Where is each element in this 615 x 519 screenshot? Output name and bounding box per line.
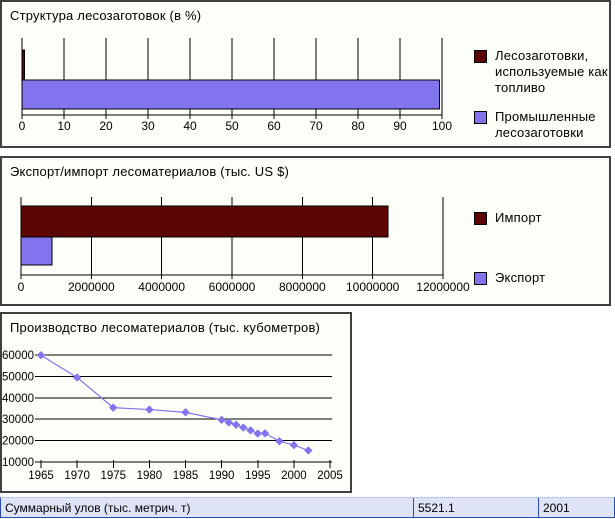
data-point-marker [276, 438, 283, 445]
x-tick-label: 0 [17, 280, 25, 294]
y-tick-label: 20000 [2, 435, 34, 448]
x-tick-label: 4000000 [138, 280, 186, 294]
x-tick-label: 1970 [64, 470, 90, 482]
x-tick-label: 8000000 [278, 280, 326, 294]
x-tick-label: 10 [57, 119, 71, 133]
chart-title-production: Производство лесоматериалов (тыс. кубометров) [10, 320, 321, 335]
y-tick-label: 50000 [2, 371, 34, 384]
x-tick-label: 40 [183, 119, 197, 133]
bar [22, 80, 439, 109]
data-line [41, 355, 308, 450]
legend-item [474, 109, 608, 141]
data-point-marker [146, 406, 153, 413]
production-line-chart [2, 314, 350, 491]
x-tick-label: 1985 [172, 470, 199, 482]
y-tick-label: 40000 [2, 392, 34, 405]
chart-title-export-import: Экспорт/импорт лесоматериалов (тыс. US $) [10, 164, 290, 179]
status-indicator-value: 5521.1 [413, 498, 538, 517]
legend-item [474, 270, 545, 286]
x-tick-label: 1980 [136, 470, 163, 482]
data-point-marker [182, 409, 189, 416]
x-tick-label: 1965 [28, 470, 54, 482]
x-tick-label: 1995 [244, 470, 271, 482]
y-tick-label: 10000 [2, 457, 34, 469]
x-tick-label: 20 [99, 119, 113, 133]
data-point-marker [240, 424, 247, 431]
panel-export-import [0, 156, 611, 306]
legend-export-import [474, 210, 545, 286]
x-tick-label: 2000 [281, 470, 307, 482]
data-point-marker [261, 430, 268, 437]
data-point-marker [225, 419, 232, 426]
legend-item [474, 48, 608, 96]
x-tick-label: 6000000 [208, 280, 256, 294]
status-indicator-year: 2001 [538, 498, 614, 517]
x-tick-label: 70 [309, 119, 323, 133]
x-tick-label: 2000000 [67, 280, 115, 294]
x-tick-label: 80 [351, 119, 365, 133]
data-point-marker [247, 427, 254, 434]
bar [22, 50, 25, 80]
data-point-marker [254, 430, 261, 437]
x-tick-label: 100 [431, 119, 453, 133]
data-point-marker [38, 352, 45, 359]
legend-label: Лесозаготовки, используемые как топливо [495, 48, 608, 95]
data-point-marker [290, 442, 297, 449]
y-tick-label: 30000 [2, 414, 34, 427]
data-point-marker [218, 416, 225, 423]
x-tick-label: 30 [141, 119, 155, 133]
legend-logging-structure [474, 48, 608, 141]
legend-swatch [474, 50, 487, 63]
x-tick-label: 60 [267, 119, 281, 133]
legend-label: Промышленные лесозаготовки [495, 109, 596, 140]
legend-item [474, 210, 545, 226]
y-tick-label: 60000 [2, 350, 34, 362]
status-bar [0, 497, 615, 518]
status-indicator-label: Суммарный улов (тыс. метрич. т) [5, 501, 191, 515]
legend-swatch [474, 272, 487, 285]
legend-swatch [474, 111, 487, 124]
legend-swatch [474, 212, 487, 225]
legend-label: Импорт [495, 210, 542, 225]
legend-label: Экспорт [495, 270, 546, 285]
chart-title-logging-structure: Структура лесозаготовок (в %) [10, 8, 202, 23]
panel-production [0, 312, 352, 493]
panel-logging-structure [0, 0, 611, 148]
x-tick-label: 0 [18, 119, 26, 133]
bar [21, 206, 388, 237]
x-tick-label: 2005 [317, 470, 343, 482]
x-tick-label: 1990 [208, 470, 235, 482]
bar [21, 237, 52, 265]
data-point-marker [233, 421, 240, 428]
x-tick-label: 90 [393, 119, 407, 133]
x-tick-label: 10000000 [345, 280, 400, 294]
data-point-marker [305, 447, 312, 454]
x-tick-label: 12000000 [416, 280, 470, 294]
x-tick-label: 50 [225, 119, 239, 133]
x-tick-label: 1975 [100, 470, 127, 482]
